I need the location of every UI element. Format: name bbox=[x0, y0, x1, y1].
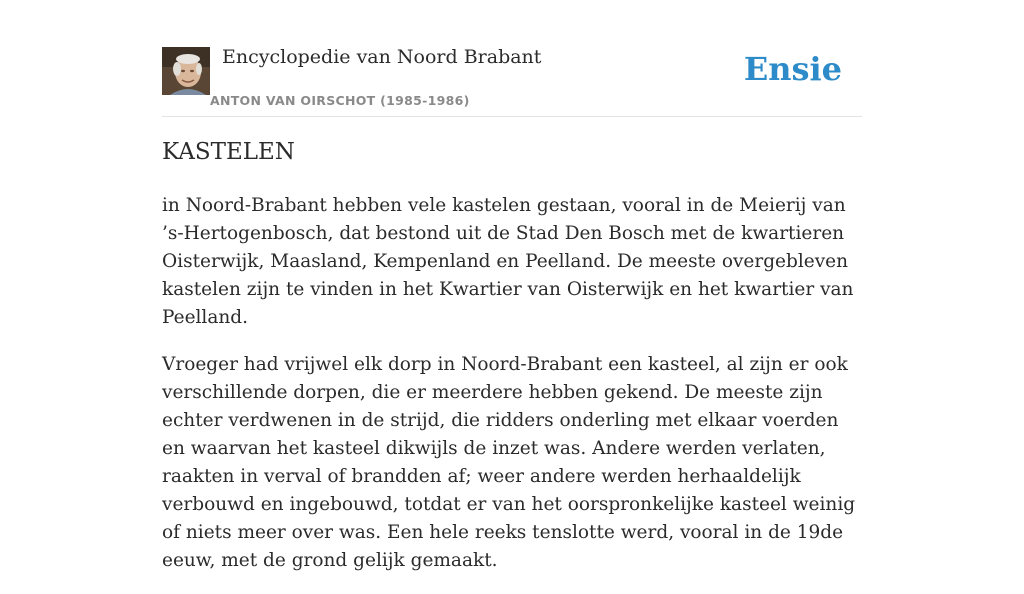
author-avatar[interactable] bbox=[162, 47, 210, 95]
paragraph: in Noord-Brabant hebben vele kastelen gestaan, vooral in de Meierij van ’s-Hertogenbosch, dat bestond uit de Stad Den Bosch met de kwartieren Oisterwijk, Maasland, Kempenland en Peelland. De meeste overgebleven kastelen zijn te vinden in het Kwartier van Oisterwijk en het kwartier van Peelland. bbox=[162, 195, 854, 328]
author-name[interactable]: ANTON VAN OIRSCHOT (1985-1986) bbox=[210, 93, 470, 108]
paragraph: Vroeger had vrijwel elk dorp in Noord-Brabant een kasteel, al zijn er ook verschillende dorpen, die er meerdere hebben gekend. De meeste zijn echter verdwenen in de strijd, die ridders onderling met elkaar voerden en waarvan het kasteel dikwijls de inzet was. Andere werden verlaten, raakten in verval of brandden af; weer andere werden herhaaldelijk verbouwd en ingebouwd, totdat er van het oorspronkelijke kasteel weinig of niets meer over was. Een hele reeks tenslotte werd, vooral in de 19de eeuw, met de grond gelijk gemaakt. bbox=[162, 354, 856, 571]
ensie-logo[interactable]: Ensie bbox=[743, 50, 842, 88]
article-body bbox=[162, 192, 862, 594]
article-title: KASTELEN bbox=[162, 139, 295, 165]
source-title-link[interactable]: Encyclopedie van Noord Brabant bbox=[222, 46, 542, 68]
author-portrait-icon bbox=[162, 47, 210, 95]
article-header bbox=[162, 40, 862, 117]
